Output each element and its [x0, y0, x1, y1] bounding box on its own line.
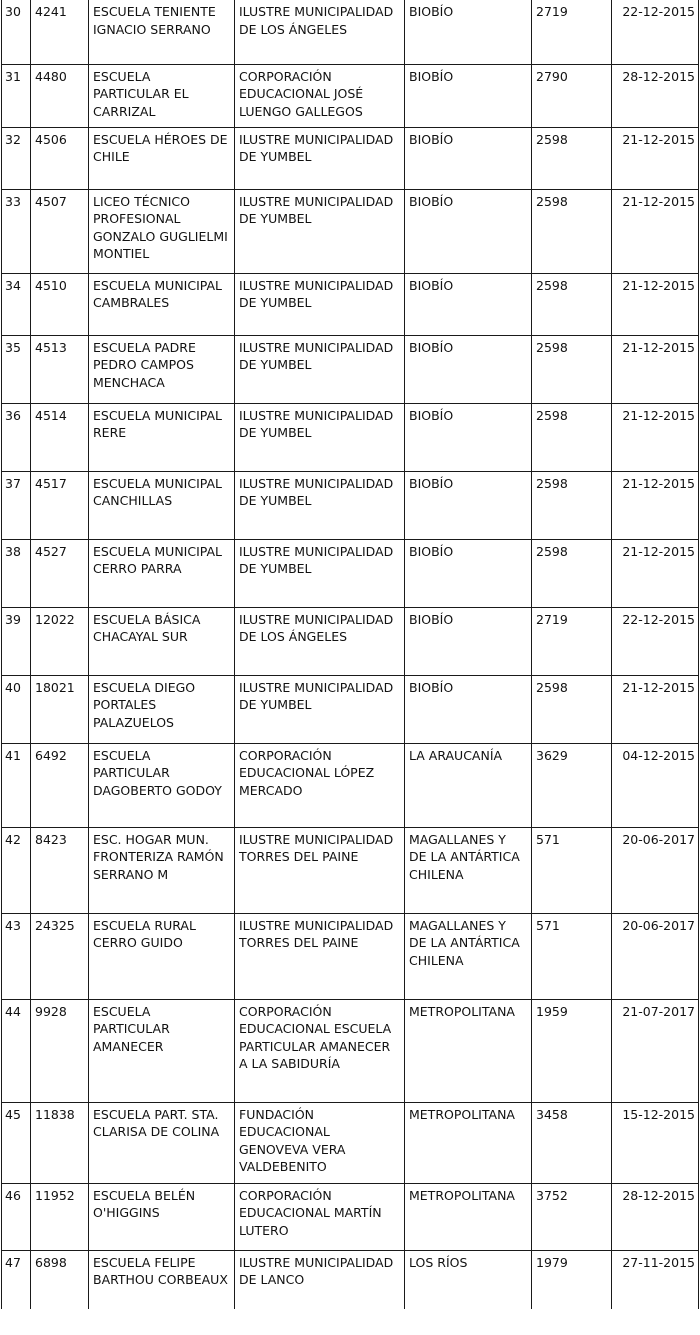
school-name-cell: ESCUELA BÁSICA CHACAYAL SUR: [89, 607, 235, 675]
table-row: [2, 471, 699, 539]
row-number-cell: 32: [2, 127, 31, 189]
region-cell: BIOBÍO: [405, 335, 532, 403]
region-cell: BIOBÍO: [405, 607, 532, 675]
table-row: [2, 999, 699, 1102]
sponsor-cell: CORPORACIÓN EDUCACIONAL MARTÍN LUTERO: [235, 1183, 405, 1250]
sponsor-cell: CORPORACIÓN EDUCACIONAL LÓPEZ MERCADO: [235, 743, 405, 827]
resolution-number-cell: 2719: [532, 0, 612, 64]
resolution-date-cell: 20-06-2017: [612, 913, 699, 999]
rbd-code-cell: 6492: [31, 743, 89, 827]
resolution-date-cell: 15-12-2015: [612, 1102, 699, 1183]
resolution-number-cell: 2598: [532, 335, 612, 403]
row-number-cell: 36: [2, 403, 31, 471]
row-number-cell: 46: [2, 1183, 31, 1250]
resolution-date-cell: 21-07-2017: [612, 999, 699, 1102]
rbd-code-cell: 11838: [31, 1102, 89, 1183]
rbd-code-cell: 4527: [31, 539, 89, 607]
rbd-code-cell: 12022: [31, 607, 89, 675]
resolution-date-cell: 22-12-2015: [612, 607, 699, 675]
sponsor-cell: ILUSTRE MUNICIPALIDAD DE YUMBEL: [235, 127, 405, 189]
table-row: [2, 607, 699, 675]
table-row: [2, 127, 699, 189]
table-body: [2, 0, 699, 1309]
resolution-number-cell: 1959: [532, 999, 612, 1102]
table-row: [2, 1250, 699, 1309]
school-name-cell: ESCUELA DIEGO PORTALES PALAZUELOS: [89, 675, 235, 743]
rbd-code-cell: 6898: [31, 1250, 89, 1309]
row-number-cell: 35: [2, 335, 31, 403]
row-number-cell: 40: [2, 675, 31, 743]
school-name-cell: ESCUELA PARTICULAR DAGOBERTO GODOY: [89, 743, 235, 827]
school-name-cell: ESC. HOGAR MUN. FRONTERIZA RAMÓN SERRANO M: [89, 827, 235, 913]
row-number-cell: 30: [2, 0, 31, 64]
resolution-date-cell: 04-12-2015: [612, 743, 699, 827]
school-name-cell: ESCUELA MUNICIPAL RERE: [89, 403, 235, 471]
row-number-cell: 37: [2, 471, 31, 539]
rbd-code-cell: 11952: [31, 1183, 89, 1250]
resolution-date-cell: 21-12-2015: [612, 403, 699, 471]
row-number-cell: 34: [2, 273, 31, 335]
sponsor-cell: ILUSTRE MUNICIPALIDAD DE LOS ÁNGELES: [235, 0, 405, 64]
resolution-number-cell: 2598: [532, 273, 612, 335]
resolution-date-cell: 20-06-2017: [612, 827, 699, 913]
resolution-date-cell: 21-12-2015: [612, 127, 699, 189]
row-number-cell: 38: [2, 539, 31, 607]
region-cell: METROPOLITANA: [405, 1183, 532, 1250]
resolution-date-cell: 21-12-2015: [612, 273, 699, 335]
resolution-number-cell: 2598: [532, 471, 612, 539]
school-name-cell: ESCUELA MUNICIPAL CERRO PARRA: [89, 539, 235, 607]
table-row: [2, 1183, 699, 1250]
resolution-date-cell: 28-12-2015: [612, 1183, 699, 1250]
schools-table: [1, 0, 699, 1309]
table-row: [2, 743, 699, 827]
sponsor-cell: ILUSTRE MUNICIPALIDAD DE YUMBEL: [235, 335, 405, 403]
sponsor-cell: ILUSTRE MUNICIPALIDAD TORRES DEL PAINE: [235, 827, 405, 913]
resolution-number-cell: 3629: [532, 743, 612, 827]
document-page: [1, 0, 698, 1309]
sponsor-cell: FUNDACIÓN EDUCACIONAL GENOVEVA VERA VALDEBENITO: [235, 1102, 405, 1183]
school-name-cell: ESCUELA PARTICULAR AMANECER: [89, 999, 235, 1102]
school-name-cell: ESCUELA MUNICIPAL CAMBRALES: [89, 273, 235, 335]
resolution-date-cell: 22-12-2015: [612, 0, 699, 64]
table-row: [2, 64, 699, 127]
resolution-date-cell: 21-12-2015: [612, 189, 699, 273]
sponsor-cell: ILUSTRE MUNICIPALIDAD DE YUMBEL: [235, 471, 405, 539]
resolution-number-cell: 2719: [532, 607, 612, 675]
table-row: [2, 403, 699, 471]
school-name-cell: ESCUELA PART. STA. CLARISA DE COLINA: [89, 1102, 235, 1183]
region-cell: LOS RÍOS: [405, 1250, 532, 1309]
school-name-cell: ESCUELA PADRE PEDRO CAMPOS MENCHACA: [89, 335, 235, 403]
rbd-code-cell: 8423: [31, 827, 89, 913]
sponsor-cell: ILUSTRE MUNICIPALIDAD TORRES DEL PAINE: [235, 913, 405, 999]
row-number-cell: 42: [2, 827, 31, 913]
sponsor-cell: ILUSTRE MUNICIPALIDAD DE YUMBEL: [235, 273, 405, 335]
resolution-date-cell: 28-12-2015: [612, 64, 699, 127]
rbd-code-cell: 4241: [31, 0, 89, 64]
rbd-code-cell: 4514: [31, 403, 89, 471]
region-cell: BIOBÍO: [405, 675, 532, 743]
sponsor-cell: ILUSTRE MUNICIPALIDAD DE YUMBEL: [235, 403, 405, 471]
region-cell: BIOBÍO: [405, 539, 532, 607]
row-number-cell: 47: [2, 1250, 31, 1309]
region-cell: BIOBÍO: [405, 189, 532, 273]
row-number-cell: 41: [2, 743, 31, 827]
resolution-date-cell: 21-12-2015: [612, 471, 699, 539]
row-number-cell: 33: [2, 189, 31, 273]
resolution-date-cell: 21-12-2015: [612, 539, 699, 607]
resolution-date-cell: 27-11-2015: [612, 1250, 699, 1309]
school-name-cell: ESCUELA RURAL CERRO GUIDO: [89, 913, 235, 999]
school-name-cell: ESCUELA HÉROES DE CHILE: [89, 127, 235, 189]
school-name-cell: LICEO TÉCNICO PROFESIONAL GONZALO GUGLIELMI MONTIEL: [89, 189, 235, 273]
resolution-number-cell: 571: [532, 913, 612, 999]
row-number-cell: 44: [2, 999, 31, 1102]
resolution-number-cell: 3458: [532, 1102, 612, 1183]
region-cell: BIOBÍO: [405, 273, 532, 335]
region-cell: BIOBÍO: [405, 403, 532, 471]
row-number-cell: 39: [2, 607, 31, 675]
table-row: [2, 189, 699, 273]
sponsor-cell: ILUSTRE MUNICIPALIDAD DE LANCO: [235, 1250, 405, 1309]
rbd-code-cell: 4517: [31, 471, 89, 539]
table-row: [2, 827, 699, 913]
sponsor-cell: CORPORACIÓN EDUCACIONAL ESCUELA PARTICULAR AMANECER A LA SABIDURÍA: [235, 999, 405, 1102]
table-row: [2, 273, 699, 335]
rbd-code-cell: 9928: [31, 999, 89, 1102]
resolution-number-cell: 2598: [532, 403, 612, 471]
school-name-cell: ESCUELA TENIENTE IGNACIO SERRANO: [89, 0, 235, 64]
row-number-cell: 43: [2, 913, 31, 999]
region-cell: METROPOLITANA: [405, 1102, 532, 1183]
rbd-code-cell: 4507: [31, 189, 89, 273]
region-cell: METROPOLITANA: [405, 999, 532, 1102]
resolution-date-cell: 21-12-2015: [612, 675, 699, 743]
table-row: [2, 1102, 699, 1183]
table-row: [2, 539, 699, 607]
sponsor-cell: ILUSTRE MUNICIPALIDAD DE LOS ÁNGELES: [235, 607, 405, 675]
sponsor-cell: CORPORACIÓN EDUCACIONAL JOSÉ LUENGO GALLEGOS: [235, 64, 405, 127]
rbd-code-cell: 24325: [31, 913, 89, 999]
rbd-code-cell: 4513: [31, 335, 89, 403]
resolution-number-cell: 2598: [532, 675, 612, 743]
region-cell: BIOBÍO: [405, 0, 532, 64]
resolution-number-cell: 2598: [532, 189, 612, 273]
row-number-cell: 45: [2, 1102, 31, 1183]
sponsor-cell: ILUSTRE MUNICIPALIDAD DE YUMBEL: [235, 539, 405, 607]
region-cell: BIOBÍO: [405, 64, 532, 127]
table-row: [2, 335, 699, 403]
rbd-code-cell: 4506: [31, 127, 89, 189]
resolution-number-cell: 2598: [532, 539, 612, 607]
region-cell: BIOBÍO: [405, 127, 532, 189]
rbd-code-cell: 4510: [31, 273, 89, 335]
school-name-cell: ESCUELA FELIPE BARTHOU CORBEAUX: [89, 1250, 235, 1309]
table-row: [2, 675, 699, 743]
resolution-number-cell: 2790: [532, 64, 612, 127]
table-row: [2, 913, 699, 999]
region-cell: MAGALLANES Y DE LA ANTÁRTICA CHILENA: [405, 827, 532, 913]
sponsor-cell: ILUSTRE MUNICIPALIDAD DE YUMBEL: [235, 189, 405, 273]
resolution-number-cell: 571: [532, 827, 612, 913]
resolution-date-cell: 21-12-2015: [612, 335, 699, 403]
school-name-cell: ESCUELA BELÉN O'HIGGINS: [89, 1183, 235, 1250]
school-name-cell: ESCUELA MUNICIPAL CANCHILLAS: [89, 471, 235, 539]
region-cell: MAGALLANES Y DE LA ANTÁRTICA CHILENA: [405, 913, 532, 999]
table-row: [2, 0, 699, 64]
resolution-number-cell: 3752: [532, 1183, 612, 1250]
rbd-code-cell: 18021: [31, 675, 89, 743]
row-number-cell: 31: [2, 64, 31, 127]
region-cell: BIOBÍO: [405, 471, 532, 539]
school-name-cell: ESCUELA PARTICULAR EL CARRIZAL: [89, 64, 235, 127]
region-cell: LA ARAUCANÍA: [405, 743, 532, 827]
rbd-code-cell: 4480: [31, 64, 89, 127]
resolution-number-cell: 1979: [532, 1250, 612, 1309]
sponsor-cell: ILUSTRE MUNICIPALIDAD DE YUMBEL: [235, 675, 405, 743]
resolution-number-cell: 2598: [532, 127, 612, 189]
